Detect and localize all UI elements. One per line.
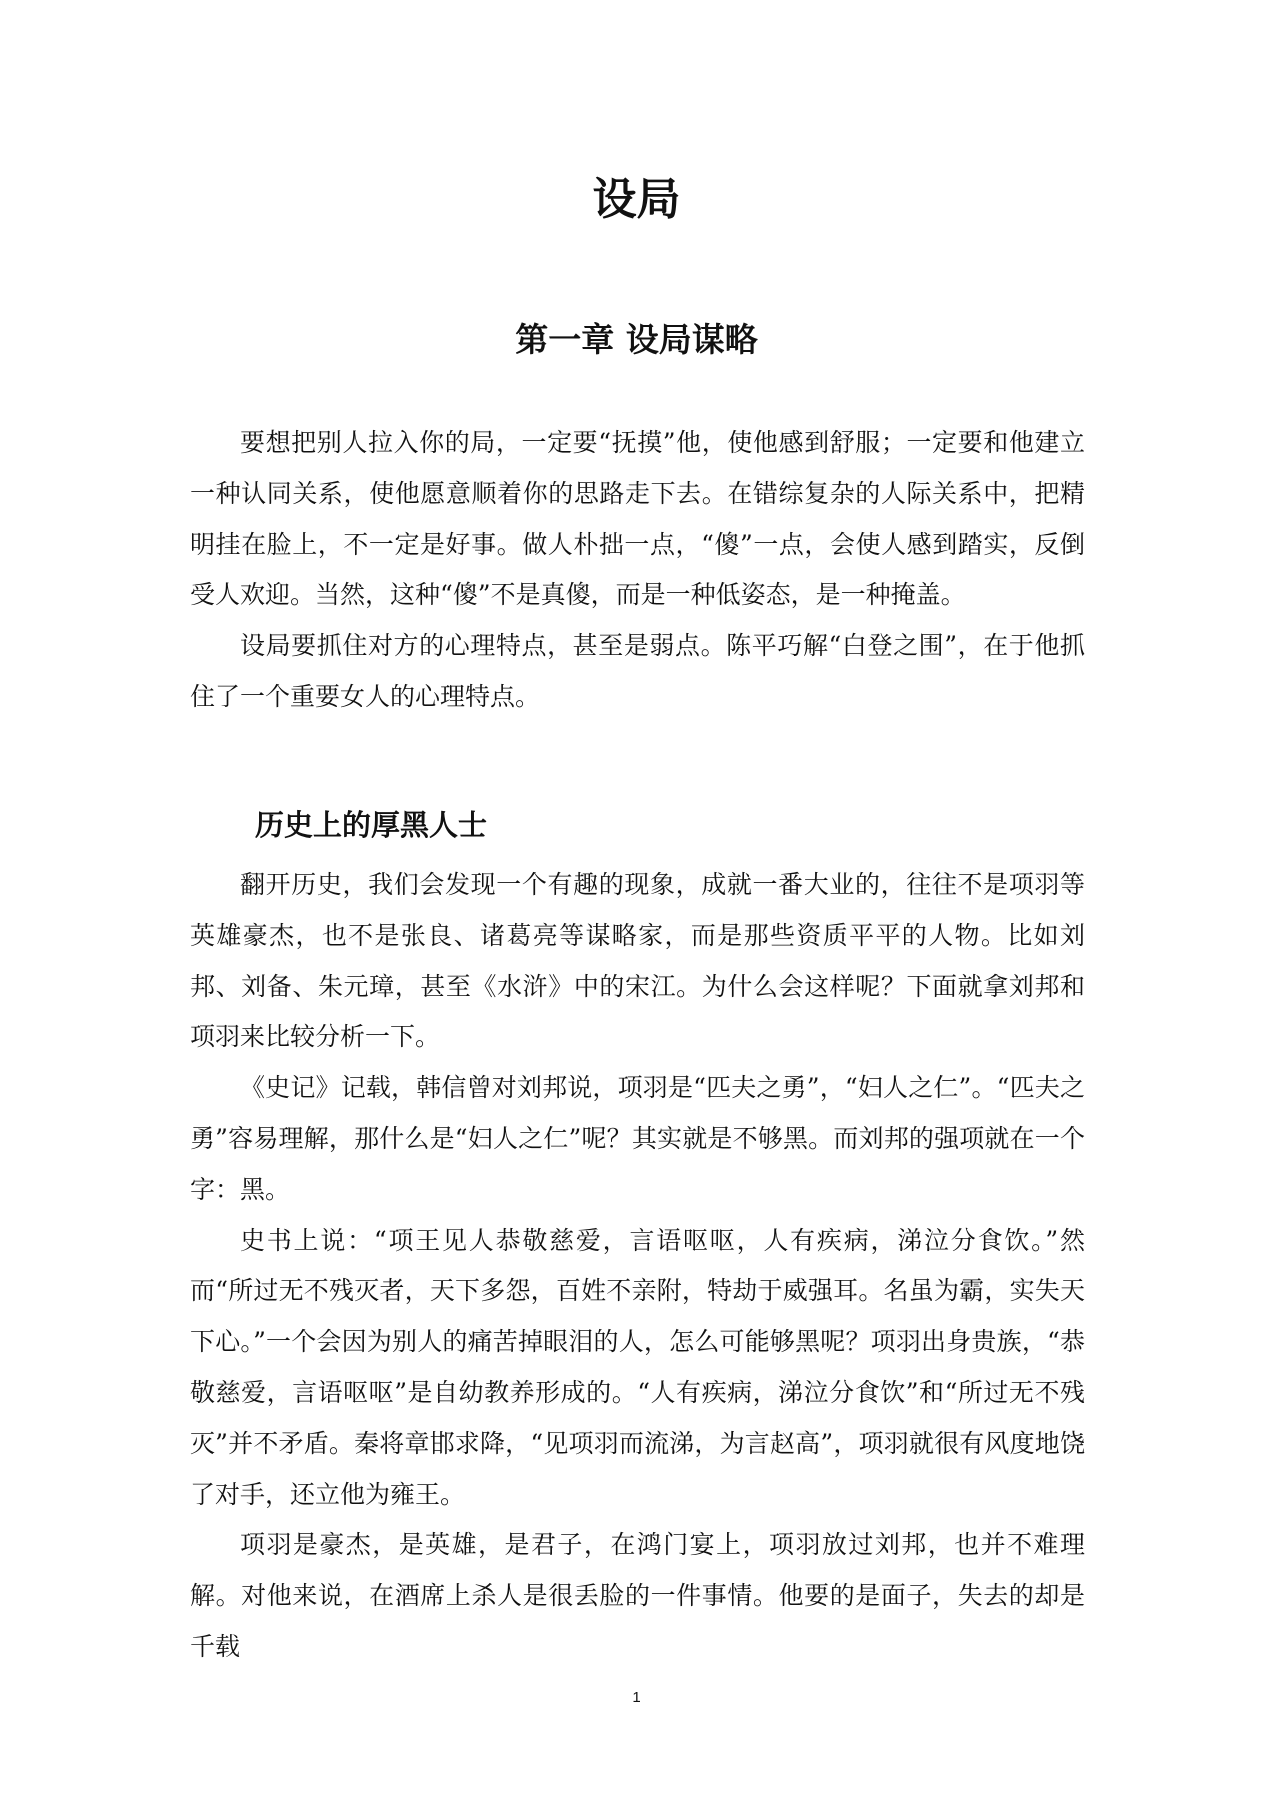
paragraph: 要想把别人拉入你的局，一定要“抚摸”他，使他感到舒服；一定要和他建立一种认同关系，使他愿意顺着你的思路走下去。在错综复杂的人际关系中，把精明挂在脸上，不一定是好事。做人朴拙一点，“傻”一点，会使人感到踏实，反倒受人欢迎。当然，这种“傻”不是真傻，而是一种低姿态，是一种掩盖。 (190, 428, 1085, 610)
book-title: 设局 (592, 174, 681, 225)
paragraph: 翻开历史，我们会发现一个有趣的现象，成就一番大业的，往往不是项羽等英雄豪杰，也不是张良、诸葛亮等谋略家，而是那些资质平平的人物。比如刘邦、刘备、朱元璋，甚至《水浒》中的宋江。为什么会这样呢？下面就拿刘邦和项羽来比较分析一下。 (190, 870, 1085, 1052)
chapter-intro (190, 418, 1085, 723)
section-title: 历史上的厚黑人士 (255, 808, 488, 842)
page-number: 1 (632, 1689, 641, 1706)
section-body (190, 860, 1085, 1673)
paragraph: 项羽是豪杰，是英雄，是君子，在鸿门宴上，项羽放过刘邦，也并不难理解。对他来说，在酒席上杀人是很丢脸的一件事情。他要的是面子，失去的却是千载 (190, 1530, 1085, 1661)
paragraph: 史书上说：“项王见人恭敬慈爱，言语呕呕，人有疾病，涕泣分食饮。”然而“所过无不残灭者，天下多怨，百姓不亲附，特劫于威强耳。名虽为霸，实失天下心。”一个会因为别人的痛苦掉眼泪的人，怎么可能够黑呢？项羽出身贵族，“恭敬慈爱，言语呕呕”是自幼教养形成的。“人有疾病，涕泣分食饮”和“所过无不残灭”并不矛盾。秦将章邯求降，“见项羽而流涕，为言赵高”，项羽就很有风度地饶了对手，还立他为雍王。 (190, 1225, 1085, 1509)
paragraph: 设局要抓住对方的心理特点，甚至是弱点。陈平巧解“白登之围”，在于他抓住了一个重要女人的心理特点。 (190, 631, 1085, 711)
paragraph: 《史记》记载，韩信曾对刘邦说，项羽是“匹夫之勇”，“妇人之仁”。“匹夫之勇”容易理解，那什么是“妇人之仁”呢？其实就是不够黑。而刘邦的强项就在一个字：黑。 (190, 1073, 1085, 1204)
chapter-title: 第一章 设局谋略 (515, 320, 758, 359)
